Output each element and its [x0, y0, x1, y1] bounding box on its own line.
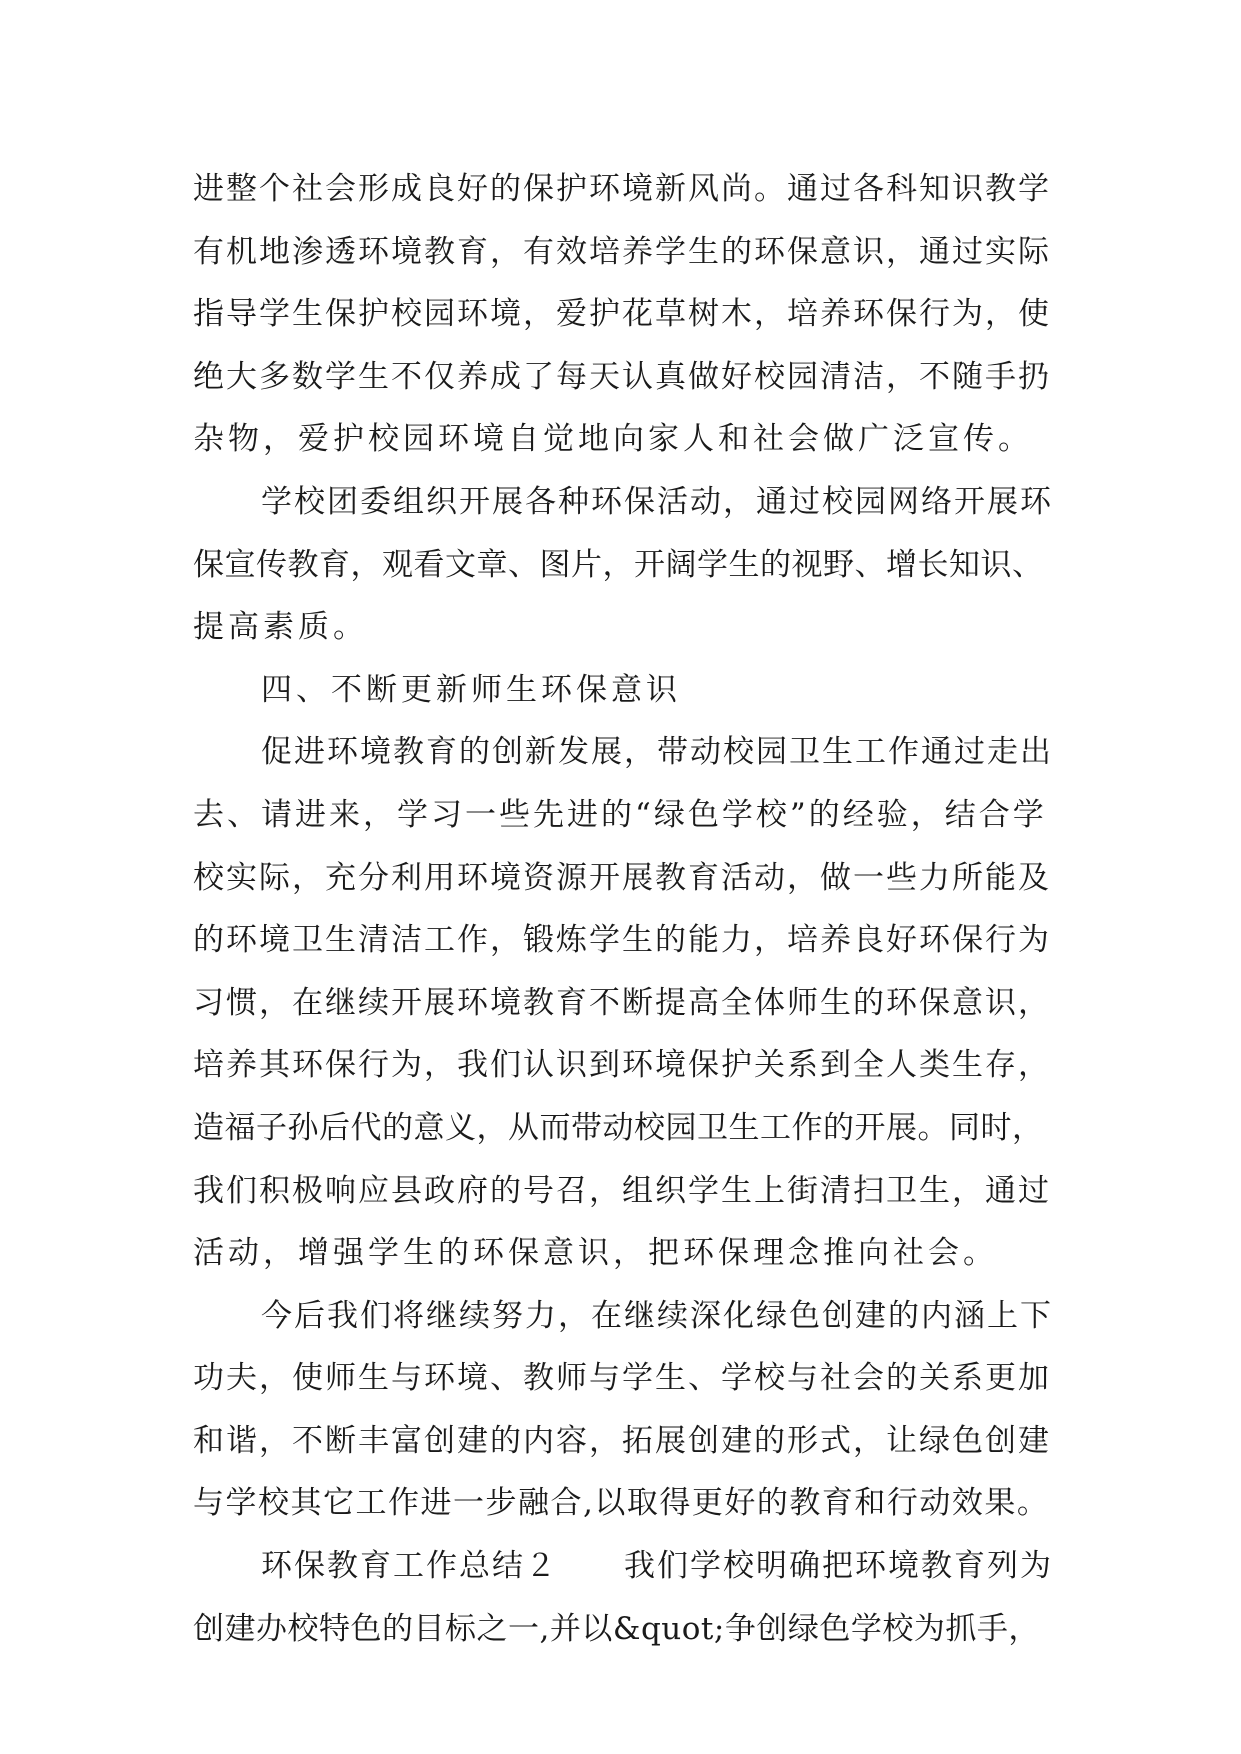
paragraph-start-line: 促进环境教育的创新发展，带动校园卫生工作通过走出	[261, 734, 1053, 771]
text-line: 培养其环保行为，我们认识到环境保护关系到全人类生存，	[193, 1047, 1051, 1084]
paragraph-start-line: 学校团委组织开展各种环保活动，通过校园网络开展环	[261, 483, 1053, 520]
text-line: 创建办校特色的目标之一,并以&quot;争创绿色学校为抓手，	[193, 1610, 1040, 1647]
text-line: 习惯，在继续开展环境教育不断提高全体师生的环保意识，	[193, 984, 1051, 1021]
text-line: 有机地渗透环境教育，有效培养学生的环保意识，通过实际	[193, 233, 1051, 270]
text-line: 的环境卫生清洁工作，锻炼学生的能力，培养良好环保行为	[193, 922, 1051, 959]
text-line: 造福子孙后代的意义，从而带动校园卫生工作的开展。同时，	[193, 1109, 1044, 1146]
text-line: 去、请进来，学习一些先进的“绿色学校”的经验，结合学	[193, 796, 1047, 833]
text-line: 提高素质。	[193, 609, 368, 646]
text-line: 我们积极响应县政府的号召，组织学生上街清扫卫生，通过	[193, 1172, 1051, 1209]
text-line: 校实际，充分利用环境资源开展教育活动，做一些力所能及	[193, 859, 1051, 896]
text-line: 绝大多数学生不仅养成了每天认真做好校园清洁，不随手扔	[193, 358, 1051, 395]
text-line: 功夫，使师生与环境、教师与学生、学校与社会的关系更加	[193, 1360, 1051, 1397]
text-line: 指导学生保护校园环境，爱护花草树木，培养环保行为，使	[193, 296, 1051, 333]
paragraph-start-line: 今后我们将继续努力，在继续深化绿色创建的内涵上下	[261, 1297, 1053, 1334]
text-line: 和谐，不断丰富创建的内容，拓展创建的形式，让绿色创建	[193, 1422, 1051, 1459]
text-line: 活动，增强学生的环保意识，把环保理念推向社会。	[193, 1235, 998, 1272]
text-line: 杂物，爱护校园环境自觉地向家人和社会做广泛宣传。	[193, 421, 1033, 458]
text-line: 与学校其它工作进一步融合,以取得更好的教育和行动效果。	[193, 1485, 1050, 1522]
text-line: 进整个社会形成良好的保护环境新风尚。通过各科知识教学	[193, 171, 1051, 207]
section-heading: 四、不断更新师生环保意识	[261, 671, 681, 708]
text-line: 保宣传教育，观看文章、图片，开阔学生的视野、增长知识、	[193, 546, 1044, 583]
paragraph-start-line: 环保教育工作总结２ 我们学校明确把环境教育列为	[261, 1548, 1053, 1585]
document-body	[193, 158, 1053, 1660]
